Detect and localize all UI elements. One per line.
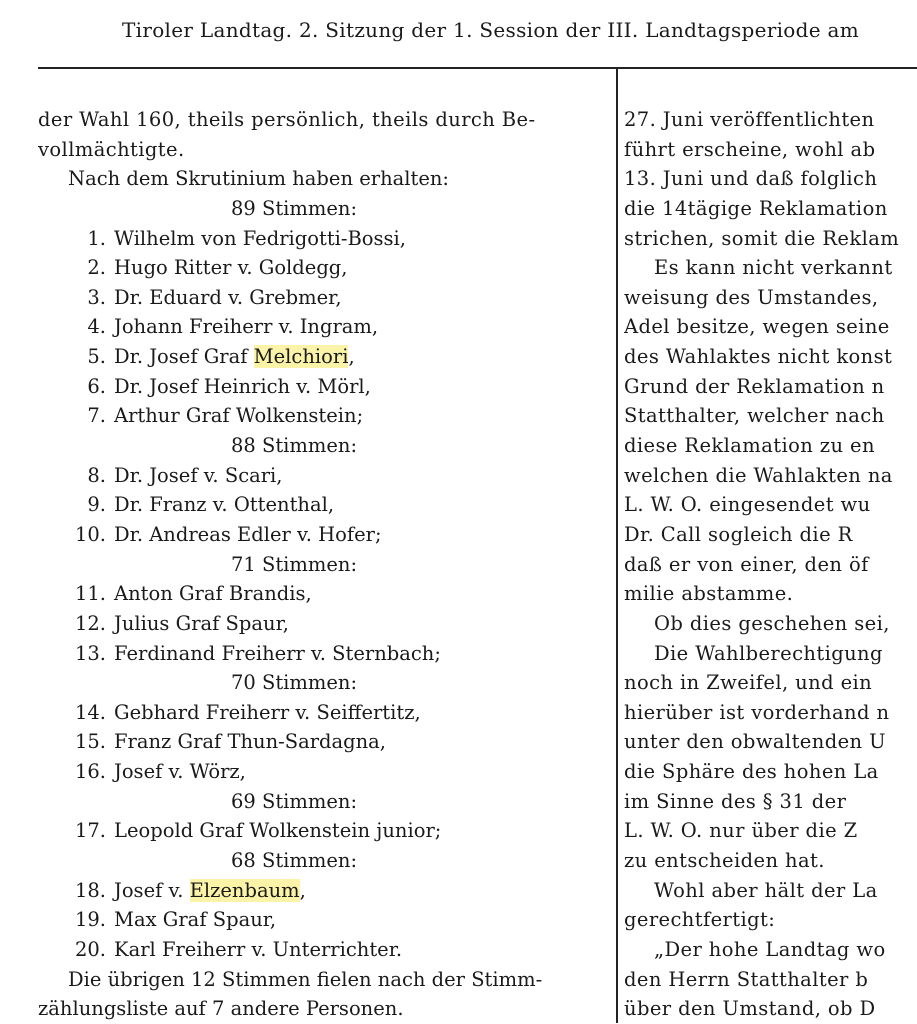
right-column-line: gerechtfertigt: — [624, 908, 776, 932]
candidate-entry — [38, 876, 610, 906]
votes-heading: 69 Stimmen: — [230, 789, 358, 813]
column-divider — [616, 67, 618, 1023]
name-text: Dr. Franz v. Ottenthal, — [114, 493, 335, 517]
right-column-line: Adel besitze, wegen seine — [624, 315, 890, 339]
entry-number: 3. — [87, 285, 106, 309]
entry-number: 7. — [87, 404, 106, 428]
entry-number: 17. — [74, 819, 106, 843]
candidate-entry — [38, 461, 610, 491]
votes-heading: 88 Stimmen: — [230, 434, 358, 458]
header-rule — [38, 67, 917, 69]
candidate-name — [114, 639, 441, 669]
name-text: Dr. Josef Graf — [114, 345, 254, 369]
votes-heading: 89 Stimmen: — [230, 196, 358, 220]
candidate-entry — [38, 935, 610, 965]
right-column-line: Die Wahlberechtigung — [654, 641, 883, 665]
candidate-name — [114, 224, 406, 254]
candidate-entry — [38, 579, 610, 609]
name-text: Ferdinand Freiherr v. Sternbach; — [114, 641, 441, 665]
candidate-entry — [38, 401, 610, 431]
entry-number: 2. — [87, 256, 106, 280]
entry-number: 1. — [87, 226, 106, 250]
right-column-line: daß er von einer, den öf — [624, 552, 869, 576]
name-suffix: , — [299, 878, 306, 902]
entry-number: 6. — [87, 374, 106, 398]
candidate-name — [114, 579, 312, 609]
candidate-entry — [38, 372, 610, 402]
candidate-name — [114, 490, 334, 520]
right-column-line: L. W. O. eingesendet wu — [624, 493, 871, 517]
highlighted-name: Elzenbaum — [189, 878, 300, 902]
entry-number: 20. — [74, 937, 106, 961]
closing-line: Die übrigen 12 Stimmen fielen nach der Stimm- — [68, 967, 543, 991]
entry-number: 5. — [87, 345, 106, 369]
right-column-line: L. W. O. nur über die Z — [624, 819, 858, 843]
right-column-line: führt erscheine, wohl ab — [624, 137, 876, 161]
candidate-name — [114, 312, 378, 342]
candidate-name — [114, 283, 342, 313]
right-column-line: unter den obwaltenden U — [624, 730, 886, 754]
intro-line: Nach dem Skrutinium haben erhalten: — [68, 167, 450, 191]
candidate-entry — [38, 727, 610, 757]
right-column-line: des Wahlaktes nicht konst — [624, 345, 893, 369]
right-column-line: die Sphäre des hohen La — [624, 760, 879, 784]
right-column-line: „Der hohe Landtag wo — [654, 937, 886, 961]
right-column-line: im Sinne des § 31 der — [624, 789, 847, 813]
candidate-name — [114, 905, 276, 935]
entry-number: 12. — [74, 611, 106, 635]
right-column-line: Wohl aber hält der La — [654, 878, 878, 902]
page-header — [0, 10, 917, 50]
right-column-line: die 14tägige Reklamation — [624, 196, 888, 220]
name-suffix: , — [348, 345, 355, 369]
candidate-entry — [38, 253, 610, 283]
entry-number: 14. — [74, 700, 106, 724]
name-text: Julius Graf Spaur, — [114, 611, 289, 635]
right-column-line: zu entscheiden hat. — [624, 849, 825, 873]
name-text: Hugo Ritter v. Goldegg, — [114, 256, 348, 280]
entry-number: 19. — [74, 908, 106, 932]
right-column — [624, 105, 917, 1024]
votes-heading: 70 Stimmen: — [230, 671, 358, 695]
name-text: Dr. Eduard v. Grebmer, — [114, 285, 342, 309]
right-column-line: Grund der Reklamation n — [624, 374, 885, 398]
name-text: Dr. Andreas Edler v. Hofer; — [114, 522, 382, 546]
candidate-name — [114, 401, 363, 431]
running-title: Tiroler Landtag. 2. Sitzung der 1. Session der III. Landtagsperiode am — [122, 18, 860, 42]
name-text: Karl Freiherr v. Unterrichter. — [114, 937, 403, 961]
closing-line: zählungsliste auf 7 andere Personen. — [38, 997, 404, 1021]
entry-number: 9. — [87, 493, 106, 517]
candidate-name — [114, 372, 371, 402]
entry-number: 11. — [74, 582, 106, 606]
right-column-line: diese Reklamation zu en — [624, 434, 875, 458]
right-column-line: noch in Zweifel, und ein — [624, 671, 873, 695]
opening-line: der Wahl 160, theils persönlich, theils durch Be- — [38, 108, 536, 131]
votes-heading: 68 Stimmen: — [230, 849, 358, 873]
right-column-line: Ob dies geschehen sei, — [654, 611, 890, 635]
right-column-line: Statthalter, welcher nach — [624, 404, 885, 428]
name-text: Wilhelm von Fedrigotti-Bossi, — [114, 226, 406, 250]
name-text: Josef v. — [114, 878, 190, 902]
name-text: Josef v. Wörz, — [114, 760, 246, 784]
name-text: Leopold Graf Wolkenstein junior; — [114, 819, 442, 843]
right-column-line: 13. Juni und daß folglich — [624, 167, 878, 191]
name-text: Dr. Josef Heinrich v. Mörl, — [114, 374, 371, 398]
candidate-entry — [38, 639, 610, 669]
right-column-line: weisung des Umstandes, — [624, 285, 879, 309]
name-text: Johann Freiherr v. Ingram, — [114, 315, 379, 339]
right-column-line: welchen die Wahlakten na — [624, 463, 893, 487]
opening-line: vollmächtigte. — [38, 137, 185, 161]
candidate-name — [114, 342, 355, 372]
candidate-entry — [38, 490, 610, 520]
right-column-line: milie abstamme. — [624, 582, 794, 606]
entry-number: 16. — [74, 760, 106, 784]
candidate-name — [114, 876, 306, 906]
right-column-line: über den Umstand, ob D — [624, 997, 876, 1021]
right-column-line: hierüber ist vorderhand n — [624, 700, 890, 724]
candidate-name — [114, 698, 421, 728]
entry-number: 10. — [74, 522, 106, 546]
candidate-entry — [38, 757, 610, 787]
right-column-line: 27. Juni veröffentlichten — [624, 108, 875, 131]
candidate-entry — [38, 905, 610, 935]
entry-number: 4. — [87, 315, 106, 339]
entry-number: 15. — [74, 730, 106, 754]
candidate-entry — [38, 698, 610, 728]
candidate-entry — [38, 283, 610, 313]
name-text: Anton Graf Brandis, — [114, 582, 312, 606]
candidate-entry — [38, 342, 610, 372]
entry-number: 18. — [74, 878, 106, 902]
left-column — [38, 105, 610, 1024]
entry-number: 8. — [87, 463, 106, 487]
candidate-entry — [38, 816, 610, 846]
highlighted-name: Melchiori — [253, 345, 349, 369]
right-column-line: den Herrn Statthalter b — [624, 967, 869, 991]
candidate-name — [114, 935, 402, 965]
name-text: Max Graf Spaur, — [114, 908, 277, 932]
right-column-line: Es kann nicht verkannt — [654, 256, 893, 280]
candidate-name — [114, 816, 441, 846]
candidate-name — [114, 609, 289, 639]
candidate-name — [114, 253, 347, 283]
candidate-entry — [38, 224, 610, 254]
candidate-name — [114, 757, 246, 787]
entry-number: 13. — [74, 641, 106, 665]
name-text: Dr. Josef v. Scari, — [114, 463, 283, 487]
right-column-line: strichen, somit die Reklam — [624, 226, 900, 250]
candidate-name — [114, 727, 386, 757]
votes-heading: 71 Stimmen: — [230, 552, 358, 576]
candidate-entry — [38, 520, 610, 550]
name-text: Gebhard Freiherr v. Seiffertitz, — [114, 700, 421, 724]
candidate-entry — [38, 312, 610, 342]
name-text: Franz Graf Thun-Sardagna, — [114, 730, 387, 754]
candidate-name — [114, 520, 382, 550]
candidate-entry — [38, 609, 610, 639]
name-text: Arthur Graf Wolkenstein; — [114, 404, 364, 428]
candidate-name — [114, 461, 283, 491]
right-column-line: Dr. Call sogleich die R — [624, 522, 853, 546]
